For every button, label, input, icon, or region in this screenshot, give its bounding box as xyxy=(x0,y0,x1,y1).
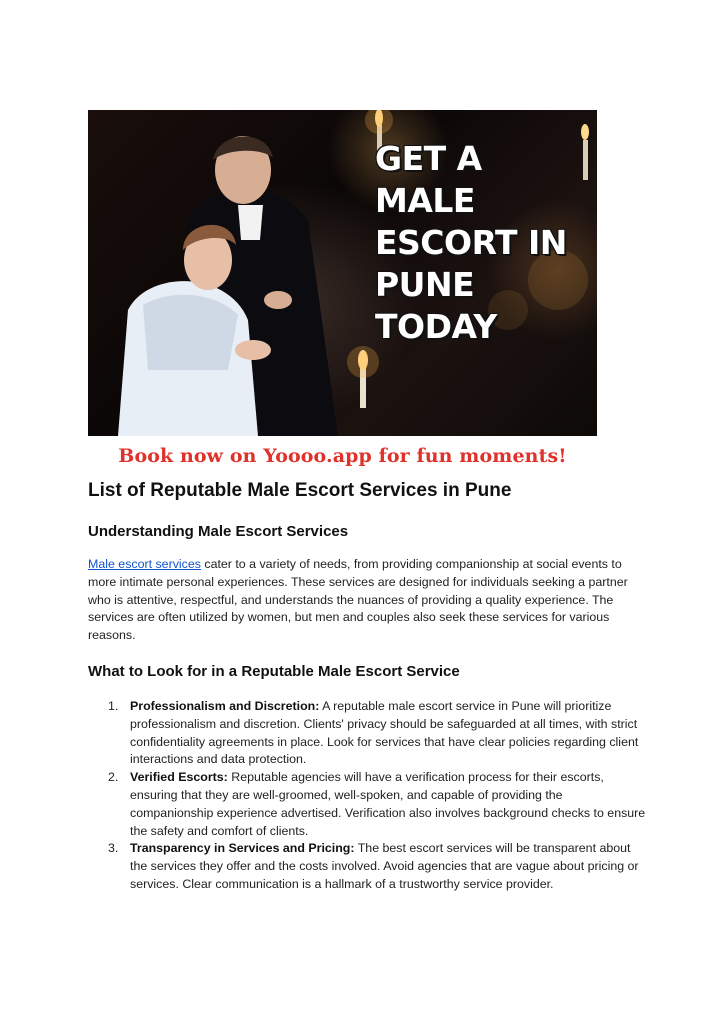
headline-line-3: ESCORT IN xyxy=(375,223,567,262)
male-escort-services-link[interactable]: Male escort services xyxy=(88,557,201,571)
list-item-title: Transparency in Services and Pricing: xyxy=(130,841,355,856)
list-item-text: The best escort services will be transparent about the services they offer and the costs involved. Avoid agencies that are vague about pricing or services. Clear communication is a hallmark of a trustworthy service provider. xyxy=(130,841,639,891)
list-item xyxy=(88,698,648,769)
promo-banner xyxy=(88,436,597,476)
promo-banner-text: Book now on Yoooo.app for fun moments! xyxy=(118,445,567,467)
headline-line-4: PUNE xyxy=(375,265,475,304)
list-item-number: 2. xyxy=(108,770,119,785)
list-item-title: Verified Escorts: xyxy=(130,770,228,785)
list-item-text: Reputable agencies will have a verification process for their escorts, ensuring that they are well-groomed, well-spoken, and capable of providing the companionship experience advertised. Verification also involves background checks to ensure the safety and comfort of clients. xyxy=(130,770,646,838)
page-title: List of Reputable Male Escort Services in Pune xyxy=(88,480,512,501)
list-item xyxy=(88,840,648,893)
headline-line-1: GET A xyxy=(375,139,482,178)
hero-headline xyxy=(375,138,590,348)
list-item-title: Professionalism and Discretion: xyxy=(130,699,320,713)
list-item-number: 1. xyxy=(108,699,119,713)
intro-paragraph-text: cater to a variety of needs, from providing companionship at social events to more intimate personal experiences. These services are designed for individuals seeking a partner who is attentive, respectful, and understands the nuances of providing a quality experience. The services are often utilized by women, but men and couples also seek these services for various reasons. xyxy=(88,557,628,643)
list-item xyxy=(88,769,648,840)
list-item-number: 3. xyxy=(108,841,119,856)
section-heading-understanding: Understanding Male Escort Services xyxy=(88,523,349,540)
list-item-text: A reputable male escort service in Pune will prioritize professionalism and discretion. Clients' privacy should be safeguarded at all times, with strict confidentiality agreements in place. Look for services that have clear policies regarding client interactions and data protection. xyxy=(130,699,639,767)
criteria-list xyxy=(88,698,648,894)
intro-paragraph xyxy=(88,556,648,645)
headline-line-5: TODAY xyxy=(375,307,497,346)
section-heading-what-to-look-for: What to Look for in a Reputable Male Escort Service xyxy=(88,663,460,680)
hero-image xyxy=(88,110,597,436)
headline-line-2: MALE xyxy=(375,181,475,220)
